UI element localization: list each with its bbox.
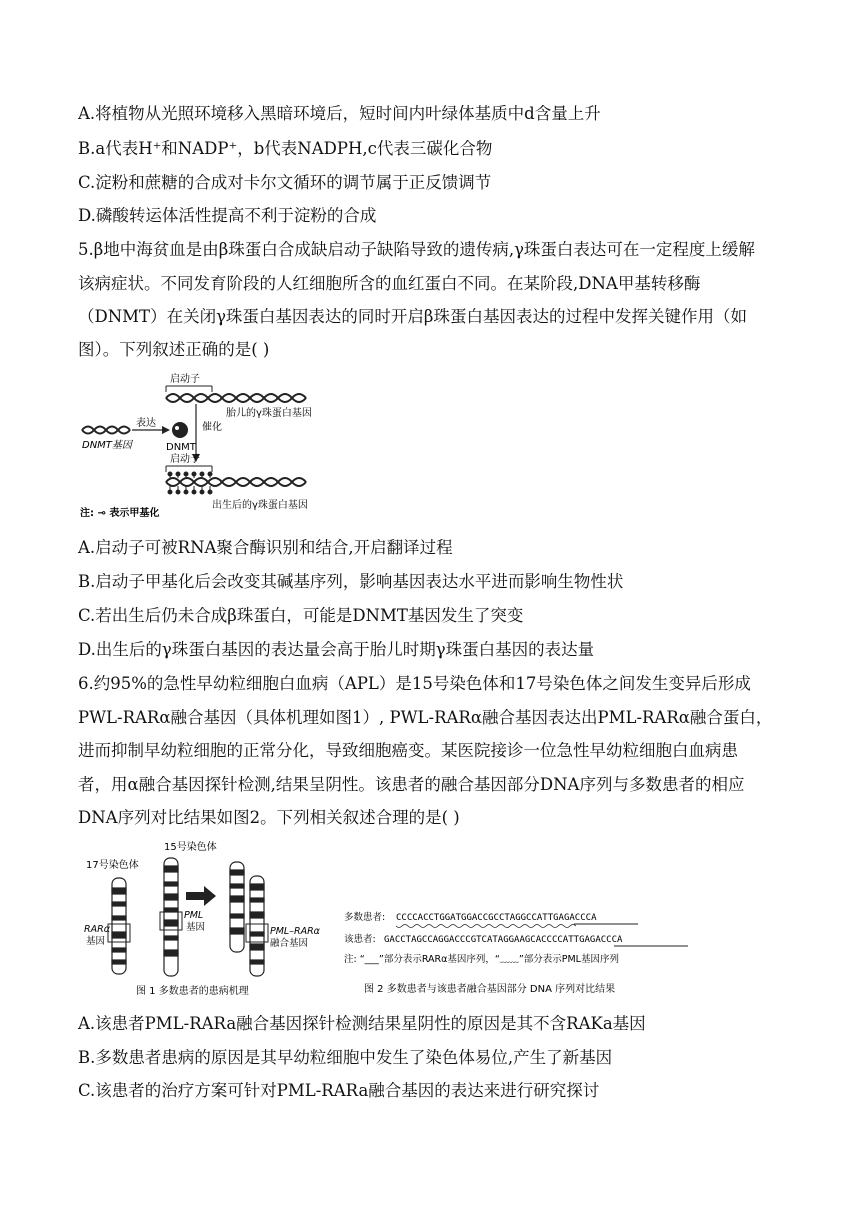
translocated-chromosomes: [230, 862, 264, 976]
q5-option-a: A.启动子可被RNA聚合酶识别和结合,开启翻译过程: [78, 538, 453, 557]
figure-2-sequence-comparison: [338, 890, 718, 1000]
q6-stem-line: 6.约95%的急性早幼粒细胞白血病（APL）是15号染色体和17号染色体之间发生变异后形成: [78, 674, 751, 693]
chromosome-15: [164, 858, 178, 976]
fusion-gene-label: PML–RARα: [270, 926, 320, 937]
q6-stem-line: PWL-RARα融合基因（具体机理如图1）, PWL-RARα融合基因表达出PML-RARα融合蛋白，: [78, 708, 773, 727]
patient-label: 该患者:: [344, 934, 376, 945]
patient-sequence: GACCTAGCCAGGACCCGTCATAGGAAGCACCCCATTGAGACCCA: [384, 935, 623, 945]
figure-2-caption: 图 2 多数患者与该患者融合基因部分 DNA 序列对比结果: [364, 984, 616, 995]
express-label: 表达: [136, 418, 156, 429]
q5-option-d: D.出生后的γ珠蛋白基因的表达量会高于胎儿时期γ珠蛋白基因的表达量: [78, 640, 595, 659]
pml-gene-label: PML: [184, 910, 204, 921]
rara-gene-label-2: 基因: [86, 936, 106, 947]
fetal-gene-label: 胎儿的γ珠蛋白基因: [226, 408, 312, 419]
figure-1-chromosome-translocation: [78, 836, 338, 1001]
dnmt-enzyme-icon: [172, 422, 188, 438]
q4-option-d: D.磷酸转运体活性提高不利于淀粉的合成: [78, 206, 377, 225]
figure-2-note: 注: “___”部分表示RARα基因序列，“﹏﹏”部分表示PML基因序列: [344, 954, 619, 965]
chromosome-17: [112, 878, 126, 974]
q5-option-b: B.启动子甲基化后会改变其碱基序列，影响基因表达水平进而影响生物性状: [78, 572, 624, 591]
fusion-gene-label-2: 融合基因: [270, 938, 309, 949]
majority-label: 多数患者:: [344, 912, 386, 923]
q6-option-a: A.该患者PML-RARa融合基因探针检测结果星阴性的原因是其不含RAKa基因: [78, 1014, 646, 1033]
postnatal-gene-helix: [166, 478, 306, 486]
rara-gene-label: RARα: [84, 924, 110, 935]
postnatal-gene-label: 出生后的γ珠蛋白基因: [212, 500, 308, 511]
q5-stem-line: 图）。下列叙述正确的是( ): [78, 340, 270, 359]
q5-stem-line: 该病症状。不同发育阶段的人红细胞所含的血红蛋白不同。在某阶段,DNA甲基转移酶: [78, 274, 701, 293]
figure-note: 注: ⊸ 表示甲基化: [80, 508, 160, 519]
fetal-gene-helix: [166, 394, 306, 402]
q6-stem-line: 者，用α融合基因探针检测,结果呈阴性。该患者的融合基因部分DNA序列与多数患者的相应: [78, 775, 745, 794]
q4-option-a: A.将植物从光照环境移入黑暗环境后，短时间内叶绿体基质中d含量上升: [78, 104, 601, 123]
dnmt-gene-helix: [82, 427, 130, 434]
dnmt-methylation-figure: [78, 368, 338, 520]
chr15-label: 15号染色体: [164, 842, 217, 853]
majority-sequence: CCCCACCTGGATGGACCGCCTAGGCCATTGAGACCCA: [396, 913, 597, 923]
methylation-marks: [168, 472, 212, 494]
arrow-icon: [186, 886, 216, 906]
catalyze-label: 催化: [202, 422, 222, 433]
promoter-top-label: 启动子: [170, 374, 200, 385]
promoter-bottom-label: 启动子: [170, 454, 200, 465]
dnmt-label: DNMT: [166, 442, 196, 453]
q6-stem-line: DNA序列对比结果如图2。下列相关叙述合理的是( ): [78, 808, 460, 827]
q4-option-b: B.a代表H⁺和NADP⁺，b代表NADPH,c代表三碳化合物: [78, 139, 493, 158]
q5-option-c: C.若出生后仍未合成β珠蛋白，可能是DNMT基因发生了突变: [78, 606, 524, 625]
q6-option-b: B.多数患者患病的原因是其早幼粒细胞中发生了染色体易位,产生了新基因: [78, 1048, 613, 1067]
chr17-label: 17号染色体: [86, 860, 139, 871]
figure-1-caption: 图 1 多数患者的患病机理: [136, 986, 249, 997]
q6-stem-line: 进而抑制早幼粒细胞的正常分化，导致细胞癌变。某医院接诊一位急性早幼粒细胞白血病患: [78, 741, 738, 760]
pml-gene-label-2: 基因: [186, 922, 206, 933]
dnmt-gene-label: DNMT基因: [82, 440, 132, 451]
q6-option-c: C.该患者的治疗方案可针对PML-RARa融合基因的表达来进行研究探讨: [78, 1081, 600, 1100]
q5-stem-line: （DNMT）在关闭γ珠蛋白基因表达的同时开启β珠蛋白基因表达的过程中发挥关键作用（如: [78, 307, 747, 326]
q5-stem-line: 5.β地中海贫血是由β珠蛋白合成缺启动子缺陷导致的遗传病,γ珠蛋白表达可在一定程度上缓解: [78, 240, 755, 259]
q4-option-c: C.淀粉和蔗糖的合成对卡尔文循环的调节属于正反馈调节: [78, 173, 492, 192]
